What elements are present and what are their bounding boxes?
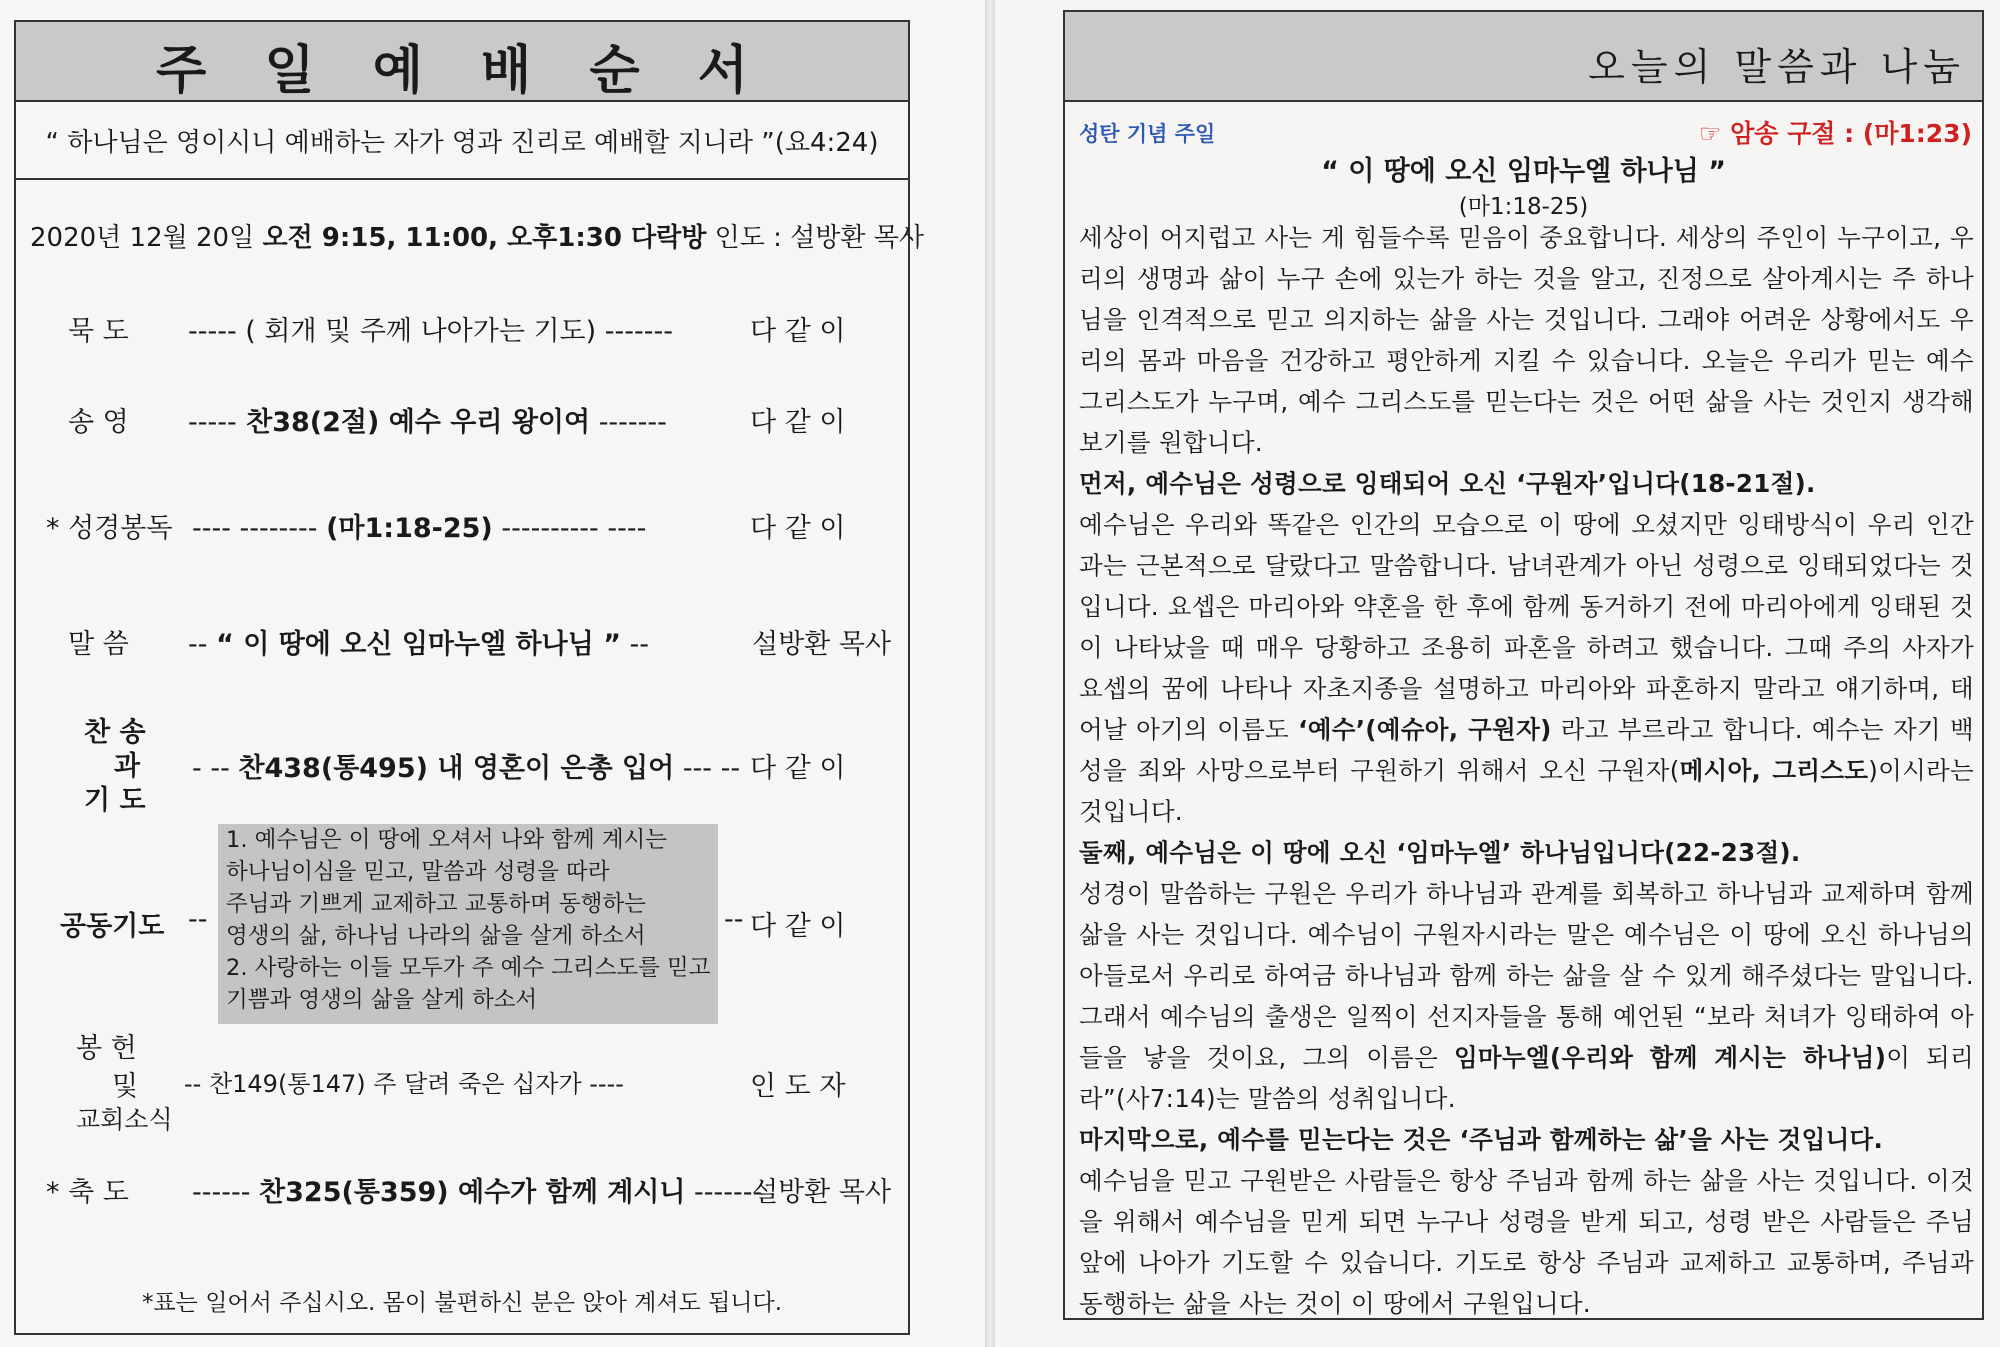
text-emphasis: 메시아, 그리스도 [1679,756,1869,785]
sermon-reference: (마1:18-25) [1458,194,1589,220]
order-by: 다 같 이 [750,316,846,347]
common-prayer-box [218,824,718,1024]
order-by: 다 같 이 [750,911,846,942]
sermon-page-title: 오늘의 말씀과 나눔 [1588,45,1966,89]
prayer-line: 2. 사랑하는 이들 모두가 주 예수 그리스도를 믿고 [226,955,711,981]
order-sermon-title: “ 이 땅에 오신 임마누엘 하나님 ” [216,629,621,660]
text-run: 예수님은 우리와 똑같은 인간의 모습으로 이 땅에 오셨지만 잉태방식이 우리 인간과는 근본적으로 달랐다고 말씀합니다. 남녀관계가 아닌 성령으로 잉태되었다는 것입니다. 요셉은 마리아와 약혼을 한 후에 함께 동거하기 전에 마리아에게 잉태된 것이 나타났을 때 매우 당황하고 조용히 파혼을 하려고 했습니다. 그때 주의 사자가 요셉의 꿈에 나타나 자초지종을 설명하고 마리아와 파혼하지 말라고 얘기하며, 태어날 아기의 이름도 [1079,510,1974,744]
order-by: 다 같 이 [750,513,846,544]
order-hymn: 찬438(통495) 내 영혼이 은총 입어 [238,753,675,784]
order-label-line: 봉 헌 [76,1033,137,1064]
order-hymn: 찬325(통359) 예수가 함께 계시니 [259,1177,686,1208]
order-dash: ------ [192,1177,260,1208]
order-label: 공동기도 [60,911,165,942]
standing-note: *표는 일어서 주십시오. 몸이 불편하신 분은 앉아 계셔도 됩니다. [141,1290,783,1316]
order-dash: -- [188,629,217,660]
memory-verse-tag: ☞ 암송 구절 : (마1:23) [1698,119,1972,148]
sermon-title: “ 이 땅에 오신 임마누엘 하나님 ” [1321,156,1726,187]
order-dash: ---- -------- [192,513,327,544]
text-run: 성경이 말씀하는 구원은 우리가 하나님과 관계를 회복하고 하나님과 교제하며 함께 삶을 사는 것입니다. 예수님이 구원자시라는 말은 예수님은 이 땅에 오신 하나님의 아들로서 우리로 하여금 하나님과 함께 하는 삶을 살 수 있게 해주셨다는 말입니다. 그래서 예수님의 출생은 일찍이 선지자들을 통해 예언된 “보라 처녀가 잉태하여 아들을 낳을 것이요, 그의 이름은 [1079,879,1974,1072]
service-leader: 인도 : 설방환 목사 [706,223,924,253]
order-label: 말 씀 [68,629,129,660]
order-label-line: 및 [112,1071,139,1102]
occasion-tag: 성탄 기념 주일 [1079,122,1216,146]
service-times: 오전 9:15, 11:00, 오후1:30 다락방 [262,223,707,253]
prayer-line: 1. 예수님은 이 땅에 오셔서 나와 함께 계시는 [226,827,668,853]
order-label: * 성경봉독 [46,513,173,544]
point-three-paragraph: 예수님을 믿고 구원받은 사람들은 항상 주님과 함께 하는 삶을 사는 것입니다. 이것을 위해서 예수님을 믿게 되면 누구나 성령을 받게 되고, 성령 받은 사람들은 주님 앞에 나아가 기도할 수 있습니다. 기도로 항상 주님과 교제하고 교통하며, 주님과 동행하는 삶을 사는 것이 이 땅에서 구원입니다. [1079,1166,1974,1318]
prayer-line: 기쁨과 영생의 삶을 살게 하소서 [226,987,538,1013]
order-dash: --- -- [674,753,741,784]
order-label-line: 찬 송 [84,717,146,748]
prayer-line: 주님과 기쁘게 교제하고 교통하며 동행하는 [226,891,646,917]
order-by: 설방환 목사 [752,629,891,660]
order-dash: ------- [590,407,667,438]
page-fold [985,0,995,1347]
worship-order-page [0,0,985,1347]
worship-order-frame [14,20,924,1335]
order-content [192,506,646,545]
prayer-line: 하나님이심을 믿고, 말씀과 성령을 따라 [226,859,610,885]
worship-order-header [16,22,908,102]
order-content: -- [188,904,208,935]
order-label-line: 기 도 [84,785,146,816]
order-label: 묵 도 [68,316,129,347]
order-dash: -- [724,904,744,935]
theme-verse: “ 하나님은 영이시니 예배하는 자가 영과 진리로 예배할 지니라 ”(요4:24) [45,128,879,158]
order-by: 다 같 이 [750,407,846,438]
order-label-line: 과 [114,751,141,782]
order-content [188,622,649,661]
sermon-frame [1063,10,1984,1320]
text-emphasis: 임마누엘(우리와 함께 계시는 하나님) [1453,1043,1887,1072]
order-dash: ------- [685,1177,763,1208]
sermon-header [1065,12,1982,102]
order-by: 인 도 자 [750,1071,846,1102]
order-scripture-ref: (마1:18-25) [326,513,493,544]
order-label-line: 교회소식 [76,1105,173,1134]
text-emphasis: ‘예수’(예슈아, 구원자) [1298,715,1552,744]
order-item-hymn-prayer [16,710,912,816]
worship-order-title: 주 일 예 배 순 서 [156,41,768,101]
intro-paragraph: 세상이 어지럽고 사는 게 힘들수록 믿음이 중요합니다. 세상의 주인이 누구이고, 우리의 생명과 삶이 누구 손에 있는가 하는 것을 알고, 진정으로 살아계시는 주 하나님을 인격적으로 믿고 의지하는 삶을 사는 것입니다. 그래야 어려운 상황에서도 우리의 몸과 마음을 건강하고 평안하게 지킬 수 있습니다. 오늘은 우리가 믿는 예수 그리스도가 누구며, 예수 그리스도를 믿는다는 것은 어떤 삶을 사는 것인지 생각해보기를 원합니다. [1079,223,1974,457]
text-run: )이시라는 것입니다. [1079,756,1974,826]
order-content [192,746,740,785]
divider [16,178,908,180]
point-one-paragraph [1079,504,1974,832]
order-content: -- 찬149(통147) 주 달려 죽은 십자가 ---- [184,1070,624,1098]
order-hymn: 찬38(2절) 예수 우리 왕이여 [236,407,591,438]
point-two-paragraph [1079,873,1974,1119]
order-content: ----- ( 회개 및 주께 나아가는 기도) ------- [188,316,673,347]
text-run: 라고 부르라고 합니다. 예수는 자기 백성을 죄와 사망으로부터 구원하기 위해서 오신 구원자( [1079,715,1975,785]
point-two-heading: 둘째, 예수님은 이 땅에 오신 ‘임마누엘’ 하나님입니다(22-23절). [1079,838,1801,867]
prayer-line: 영생의 삶, 하나님 나라의 삶을 살게 하소서 [226,923,646,949]
order-item-offering [16,1026,912,1146]
order-dash: - -- [192,753,239,784]
service-date: 2020년 12월 20일 [30,223,263,253]
order-label: 송 영 [68,407,129,438]
order-dash: -- [620,629,650,660]
order-by: 설방환 목사 [752,1177,891,1208]
service-date-line [30,217,924,254]
order-dash: ---------- ---- [492,513,647,544]
text-run: 이 되리라”(사7:14)는 말씀의 성취입니다. [1079,1043,1974,1113]
order-by: 다 같 이 [750,753,846,784]
order-content [188,400,667,439]
order-dash: ----- [188,407,237,438]
point-one-heading: 먼저, 예수님은 성령으로 잉태되어 오신 ‘구원자’입니다(18-21절). [1079,469,1816,498]
order-content [192,1170,762,1209]
point-three-heading: 마지막으로, 예수를 믿는다는 것은 ‘주님과 함께하는 삶’을 사는 것입니다. [1079,1125,1884,1154]
order-label: * 축 도 [46,1177,129,1208]
